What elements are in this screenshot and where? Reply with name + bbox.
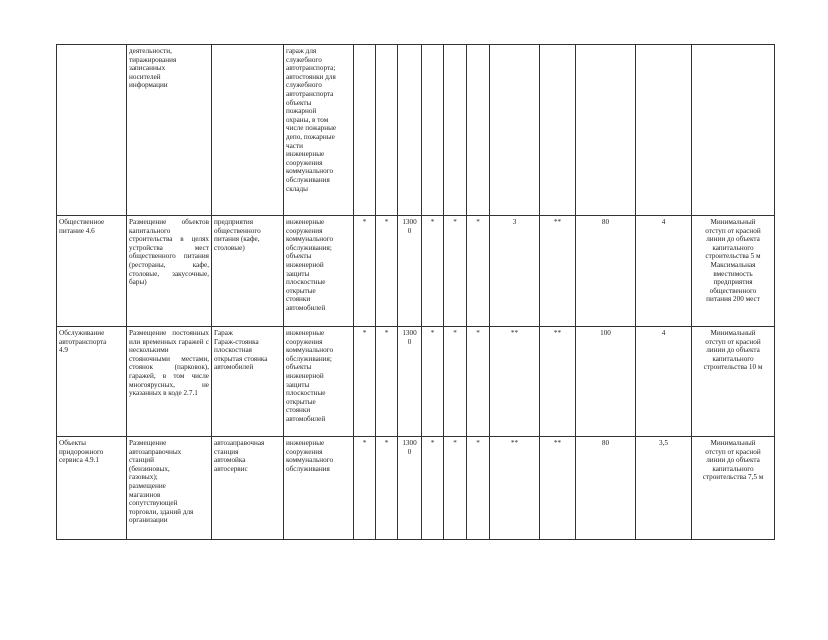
cell-param: 4	[636, 327, 692, 437]
cell-note: Минимальный отступ от красной линии до объекта капитального строительства 10 м	[692, 327, 775, 437]
cell-param	[467, 45, 490, 216]
cell-param: 3	[490, 216, 540, 327]
cell-param: 80	[576, 437, 636, 540]
cell-param	[354, 45, 376, 216]
cell-conditional: инженерные сооружения коммунального обслуживания	[284, 437, 354, 540]
cell-param: **	[540, 437, 576, 540]
cell-param: *	[354, 437, 376, 540]
cell-param: 80	[576, 216, 636, 327]
cell-param: 100	[576, 327, 636, 437]
cell-name: Обслуживание автотранспорта 4.9	[57, 327, 127, 437]
cell-param: *	[376, 216, 398, 327]
cell-param: 1300 0	[398, 437, 422, 540]
cell-param	[376, 45, 398, 216]
cell-description: Размещение постоянных или временных гаражей с несколькими стояночными местами, стоянок (парковок), гаражей, в том числе многоярусных, не указанных в коде 2.7.1	[127, 327, 212, 437]
cell-param	[636, 45, 692, 216]
cell-param: *	[467, 327, 490, 437]
cell-auxiliary	[212, 45, 284, 216]
cell-param	[576, 45, 636, 216]
cell-param: *	[444, 437, 467, 540]
cell-param: *	[467, 216, 490, 327]
cell-conditional: инженерные сооружения коммунального обслуживания; объекты инженерной защиты плоскостные открытые стоянки автомобилей	[284, 327, 354, 437]
cell-param	[422, 45, 444, 216]
cell-param: *	[422, 437, 444, 540]
cell-name: Объекты придорожного сервиса 4.9.1	[57, 437, 127, 540]
cell-description: деятельности, тиражирования записанных носителей информации	[127, 45, 212, 216]
cell-param: 4	[636, 216, 692, 327]
table-row	[57, 437, 775, 540]
cell-param: 1300 0	[398, 216, 422, 327]
cell-param: 1300 0	[398, 327, 422, 437]
cell-auxiliary: предприятия общественного питания (кафе, столовые)	[212, 216, 284, 327]
cell-description: Размещение автозаправочных станций (бензиновых, газовых); размещение магазинов сопутствующей торговли, зданий для организации	[127, 437, 212, 540]
cell-param: **	[490, 437, 540, 540]
cell-param: *	[376, 327, 398, 437]
cell-conditional: инженерные сооружения коммунального обслуживания; объекты инженерной защиты плоскостные открытые стоянки автомобилей	[284, 216, 354, 327]
table-row	[57, 216, 775, 327]
zoning-table	[56, 44, 775, 540]
cell-name	[57, 45, 127, 216]
cell-note: Минимальный отступ от красной линии до объекта капитального строительства 5 м Максимальная вместимость предприятия общественного питания 200 мест	[692, 216, 775, 327]
cell-param	[540, 45, 576, 216]
cell-param: 3,5	[636, 437, 692, 540]
cell-param: *	[467, 437, 490, 540]
table-row	[57, 45, 775, 216]
cell-conditional: гараж для служебного автотранспорта; автостоянки для служебного автотранспорта объекты пожарной охраны, в том числе пожарные депо, пожарные части инженерные сооружения коммунального обслуживания склады	[284, 45, 354, 216]
cell-param	[490, 45, 540, 216]
cell-param: *	[354, 216, 376, 327]
cell-param: *	[422, 327, 444, 437]
cell-param	[444, 45, 467, 216]
cell-param: *	[376, 437, 398, 540]
cell-param: *	[422, 216, 444, 327]
cell-param: *	[444, 327, 467, 437]
cell-param	[398, 45, 422, 216]
cell-param: **	[490, 327, 540, 437]
cell-name: Общественное питание 4.6	[57, 216, 127, 327]
cell-note	[692, 45, 775, 216]
cell-description: Размещение объектов капитального строительства в целях устройства мест общественного питания (рестораны, кафе, столовые, закусочные, бары)	[127, 216, 212, 327]
cell-param: **	[540, 327, 576, 437]
cell-param: *	[444, 216, 467, 327]
cell-auxiliary: Гараж Гараж-стоянка плоскостная открытая стоянка автомобилей	[212, 327, 284, 437]
cell-param: **	[540, 216, 576, 327]
cell-note: Минимальный отступ от красной линии до объекта капитального строительства 7,5 м	[692, 437, 775, 540]
cell-auxiliary: автозаправочная станция автомойка автосервис	[212, 437, 284, 540]
cell-param: *	[354, 327, 376, 437]
table-row	[57, 327, 775, 437]
